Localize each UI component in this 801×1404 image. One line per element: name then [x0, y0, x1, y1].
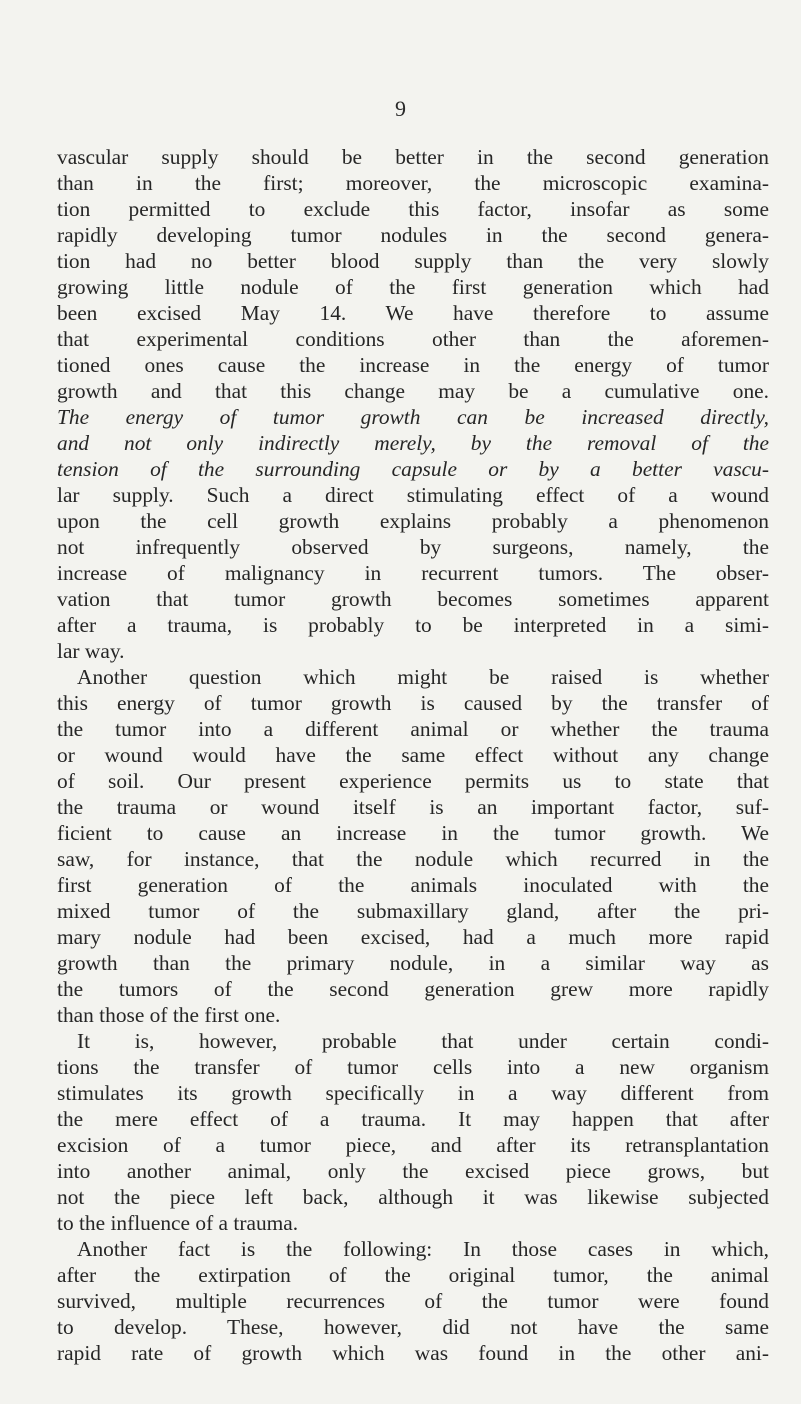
- text-line: the tumor into a different animal or whether the trauma: [57, 717, 769, 741]
- text-line: growing little nodule of the first generation which had: [57, 275, 769, 299]
- text-line: vascular supply should be better in the second generation: [57, 145, 769, 169]
- text-line: increase of malignancy in recurrent tumors. The obser-: [57, 561, 769, 585]
- text-line: excision of a tumor piece, and after its retransplantation: [57, 1133, 769, 1157]
- text-line: after a trauma, is probably to be interpreted in a simi-: [57, 613, 769, 637]
- text-line: the mere effect of a trauma. It may happen that after: [57, 1107, 769, 1131]
- text-line: tions the transfer of tumor cells into a new organism: [57, 1055, 769, 1079]
- text-line: after the extirpation of the original tumor, the animal: [57, 1263, 769, 1287]
- text-line: to the influence of a trauma.: [57, 1211, 299, 1235]
- text-line: rapid rate of growth which was found in the other ani-: [57, 1341, 769, 1365]
- text-line: ficient to cause an increase in the tumor growth. We: [57, 821, 769, 845]
- text-line: growth than the primary nodule, in a similar way as: [57, 951, 769, 975]
- text-line: been excised May 14. We have therefore to assume: [57, 301, 769, 325]
- text-line: into another animal, only the excised piece grows, but: [57, 1159, 769, 1183]
- text-line: than those of the first one.: [57, 1003, 281, 1027]
- italic-text-line: tension of the surrounding capsule or by a better vascu-: [57, 457, 769, 481]
- body-text: [57, 144, 769, 1366]
- text-line: first generation of the animals inoculated with the: [57, 873, 769, 897]
- text-line: not the piece left back, although it was likewise subjected: [57, 1185, 769, 1209]
- text-line: the tumors of the second generation grew more rapidly: [57, 977, 769, 1001]
- text-line: upon the cell growth explains probably a phenomenon: [57, 509, 769, 533]
- text-line: the trauma or wound itself is an important factor, suf-: [57, 795, 769, 819]
- text-line: lar way.: [57, 639, 125, 663]
- text-line: Another question which might be raised is whether: [77, 665, 769, 689]
- text-line: growth and that this change may be a cumulative one.: [57, 379, 769, 403]
- text-line: of soil. Our present experience permits us to state that: [57, 769, 769, 793]
- text-line: not infrequently observed by surgeons, namely, the: [57, 535, 769, 559]
- text-line: vation that tumor growth becomes sometimes apparent: [57, 587, 769, 611]
- text-line: tioned ones cause the increase in the energy of tumor: [57, 353, 769, 377]
- text-line: tion had no better blood supply than the very slowly: [57, 249, 769, 273]
- text-line: to develop. These, however, did not have the same: [57, 1315, 769, 1339]
- text-line: that experimental conditions other than the aforemen-: [57, 327, 769, 351]
- text-line: or wound would have the same effect without any change: [57, 743, 769, 767]
- text-line: tion permitted to exclude this factor, insofar as some: [57, 197, 769, 221]
- text-line: mixed tumor of the submaxillary gland, after the pri-: [57, 899, 769, 923]
- italic-text-line: and not only indirectly merely, by the removal of the: [57, 431, 769, 455]
- text-line: Another fact is the following: In those cases in which,: [77, 1237, 769, 1261]
- text-line: mary nodule had been excised, had a much more rapid: [57, 925, 769, 949]
- italic-text-line: The energy of tumor growth can be increased directly,: [57, 405, 769, 429]
- text-line: stimulates its growth specifically in a way different from: [57, 1081, 769, 1105]
- text-line: than in the first; moreover, the microscopic examina-: [57, 171, 769, 195]
- text-line: survived, multiple recurrences of the tumor were found: [57, 1289, 769, 1313]
- text-line: rapidly developing tumor nodules in the second genera-: [57, 223, 769, 247]
- text-line: lar supply. Such a direct stimulating effect of a wound: [57, 483, 769, 507]
- page-number: 9: [395, 96, 406, 121]
- text-line: saw, for instance, that the nodule which recurred in the: [57, 847, 769, 871]
- text-line: this energy of tumor growth is caused by the transfer of: [57, 691, 769, 715]
- text-line: It is, however, probable that under certain condi-: [77, 1029, 769, 1053]
